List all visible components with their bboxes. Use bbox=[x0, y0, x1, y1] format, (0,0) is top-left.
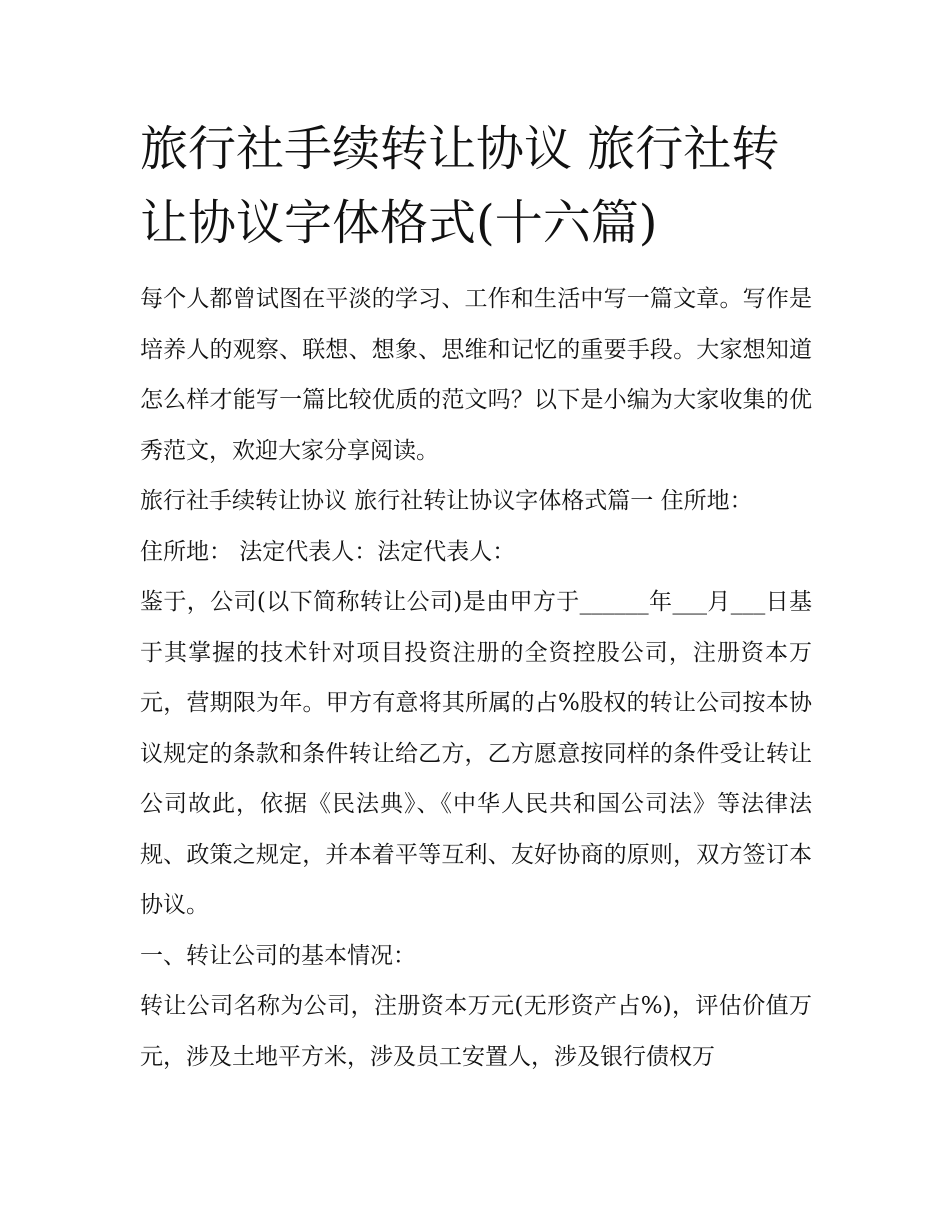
paragraph-section-heading: 旅行社手续转让协议 旅行社转让协议字体格式篇一 住所地： bbox=[140, 488, 753, 514]
document-page bbox=[140, 112, 812, 1082]
paragraph-preamble: 鉴于，公司(以下简称转让公司)是由甲方于______年___月___日基于其掌握的技术针对项目投资注册的全资控股公司，注册资本万元，营期限为年。甲方有意将其所属的占%股权的转让公司按本协议规定的条款和条件转让给乙方，乙方愿意按同样的条件受让转让公司故此，依据《民法典》、《中华人民共和国公司法》等法律法规、政策之规定，并本着平等互利、友好协商的原则，双方签订本协议。 bbox=[140, 589, 812, 918]
paragraph-company-info: 转让公司名称为公司，注册资本万元(无形资产占%)，评估价值万元，涉及土地平方米，涉及员工安置人，涉及银行债权万 bbox=[140, 993, 812, 1070]
document-title: 旅行社手续转让协议 旅行社转让协议字体格式(十六篇) bbox=[140, 121, 780, 251]
paragraph-parties: 住所地： 法定代表人：法定代表人： bbox=[140, 538, 516, 565]
paragraph-intro: 每个人都曾试图在平淡的学习、工作和生活中写一篇文章。写作是培养人的观察、联想、想象、思维和记忆的重要手段。大家想知道怎么样才能写一篇比较优质的范文吗？以下是小编为大家收集的优秀范文，欢迎大家分享阅读。 bbox=[140, 286, 812, 464]
paragraph-clause-heading: 一、转让公司的基本情况： bbox=[140, 942, 416, 969]
